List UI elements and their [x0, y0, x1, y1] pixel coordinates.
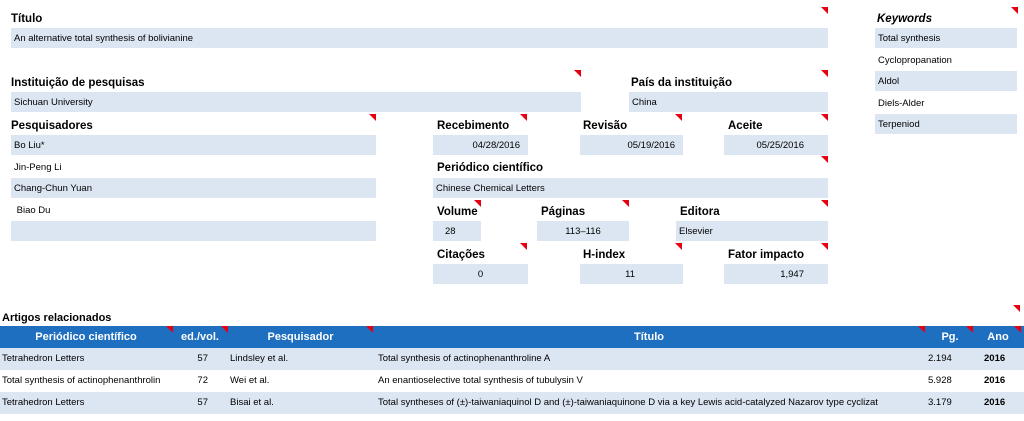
- comment-marker-icon[interactable]: [675, 243, 682, 250]
- comment-marker-icon[interactable]: [821, 7, 828, 14]
- col-pg-header[interactable]: Pg.: [941, 331, 959, 343]
- instituicao-field[interactable]: Sichuan University: [11, 92, 581, 112]
- comment-marker-icon[interactable]: [821, 70, 828, 77]
- row-pg: 5.928: [928, 375, 952, 386]
- comment-marker-icon[interactable]: [821, 156, 828, 163]
- col-ed-header[interactable]: ed./vol.: [181, 331, 219, 343]
- artigos-table-header: [0, 326, 1024, 348]
- comment-marker-icon[interactable]: [821, 243, 828, 250]
- table-row[interactable]: [0, 370, 1024, 392]
- comment-marker-icon[interactable]: [622, 200, 629, 207]
- titulo-field[interactable]: An alternative total synthesis of bolivianine: [11, 28, 828, 48]
- hindex-label: H-index: [583, 249, 626, 261]
- comment-marker-icon[interactable]: [675, 114, 682, 121]
- keyword-item[interactable]: Aldol: [875, 71, 1017, 91]
- editora-field[interactable]: Elsevier: [676, 221, 828, 241]
- volume-label: Volume: [437, 206, 478, 218]
- titulo-label: Título: [11, 13, 43, 25]
- keyword-item[interactable]: Diels-Alder: [878, 98, 925, 109]
- revisao-field[interactable]: 05/19/2016: [580, 135, 683, 155]
- row-pesquisador: Lindsley et al.: [230, 353, 289, 364]
- row-periodico: Total synthesis of actinophenanthrolin: [2, 375, 161, 386]
- hindex-field[interactable]: 11: [580, 264, 683, 284]
- row-titulo: Total synthesis of actinophenanthroline A: [378, 353, 551, 364]
- row-ed: 57: [197, 397, 208, 408]
- pesquisador-item[interactable]: [11, 221, 376, 241]
- pais-field[interactable]: China: [629, 92, 828, 112]
- comment-marker-icon[interactable]: [520, 114, 527, 121]
- pais-label: País da instituição: [631, 77, 732, 89]
- pesquisador-item[interactable]: Biao Du: [14, 205, 51, 216]
- row-periodico: Tetrahedron Letters: [2, 353, 85, 364]
- aceite-field[interactable]: 05/25/2016: [724, 135, 828, 155]
- pesquisadores-label: Pesquisadores: [11, 120, 93, 132]
- keyword-item[interactable]: Cyclopropanation: [878, 55, 952, 66]
- comment-marker-icon[interactable]: [918, 326, 925, 333]
- comment-marker-icon[interactable]: [520, 243, 527, 250]
- comment-marker-icon[interactable]: [574, 70, 581, 77]
- periodico-field[interactable]: Chinese Chemical Letters: [433, 178, 828, 198]
- revisao-label: Revisão: [583, 120, 628, 132]
- volume-field[interactable]: 28: [433, 221, 481, 241]
- editora-label: Editora: [680, 206, 720, 218]
- recebimento-label: Recebimento: [437, 120, 510, 132]
- col-periodico-header[interactable]: Periódico científico: [35, 331, 137, 343]
- col-ano-header[interactable]: Ano: [987, 331, 1009, 343]
- keyword-item[interactable]: Total synthesis: [875, 28, 1017, 48]
- comment-marker-icon[interactable]: [821, 114, 828, 121]
- row-ano: 2016: [984, 375, 1006, 386]
- periodico-label: Periódico científico: [437, 162, 544, 174]
- paginas-field[interactable]: 113–116: [537, 221, 629, 241]
- row-pg: 3.179: [928, 397, 952, 408]
- keyword-item[interactable]: Terpeniod: [875, 114, 1017, 134]
- row-pesquisador: Wei et al.: [230, 375, 270, 386]
- artigos-label: Artigos relacionados: [2, 312, 112, 324]
- pesquisador-item[interactable]: Jin-Peng Li: [14, 162, 62, 173]
- comment-marker-icon[interactable]: [221, 326, 228, 333]
- pesquisador-item[interactable]: Chang-Chun Yuan: [11, 178, 376, 198]
- comment-marker-icon[interactable]: [1013, 305, 1020, 312]
- aceite-label: Aceite: [728, 120, 763, 132]
- col-titulo-header[interactable]: Título: [634, 331, 664, 343]
- row-pesquisador: Bisai et al.: [230, 397, 274, 408]
- row-ed: 57: [197, 353, 208, 364]
- comment-marker-icon[interactable]: [366, 326, 373, 333]
- fator-label: Fator impacto: [728, 249, 805, 261]
- row-ano: 2016: [984, 353, 1006, 364]
- row-titulo: An enantioselective total synthesis of tubulysin V: [378, 375, 583, 386]
- pesquisador-item[interactable]: Bo Liu*: [11, 135, 376, 155]
- col-pesquisador-header[interactable]: Pesquisador: [267, 331, 334, 343]
- citacoes-label: Citações: [437, 249, 485, 261]
- comment-marker-icon[interactable]: [966, 326, 973, 333]
- row-periodico: Tetrahedron Letters: [2, 397, 85, 408]
- row-pg: 2.194: [928, 353, 952, 364]
- comment-marker-icon[interactable]: [369, 114, 376, 121]
- paginas-label: Páginas: [541, 206, 586, 218]
- table-row[interactable]: [0, 348, 1024, 370]
- comment-marker-icon[interactable]: [1014, 326, 1021, 333]
- recebimento-field[interactable]: 04/28/2016: [433, 135, 528, 155]
- comment-marker-icon[interactable]: [474, 200, 481, 207]
- comment-marker-icon[interactable]: [821, 200, 828, 207]
- fator-field[interactable]: 1,947: [724, 264, 828, 284]
- comment-marker-icon[interactable]: [1011, 7, 1018, 14]
- instituicao-label: Instituição de pesquisas: [11, 77, 145, 89]
- row-ed: 72: [197, 375, 208, 386]
- table-row[interactable]: [0, 392, 1024, 414]
- keywords-label: Keywords: [877, 13, 932, 25]
- citacoes-field[interactable]: 0: [433, 264, 528, 284]
- row-titulo: Total syntheses of (±)-taiwaniaquinol D and (±)-taiwaniaquinone D via a key Lewis acid-catalyzed Nazarov type cyclizat: [378, 397, 878, 408]
- row-ano: 2016: [984, 397, 1006, 408]
